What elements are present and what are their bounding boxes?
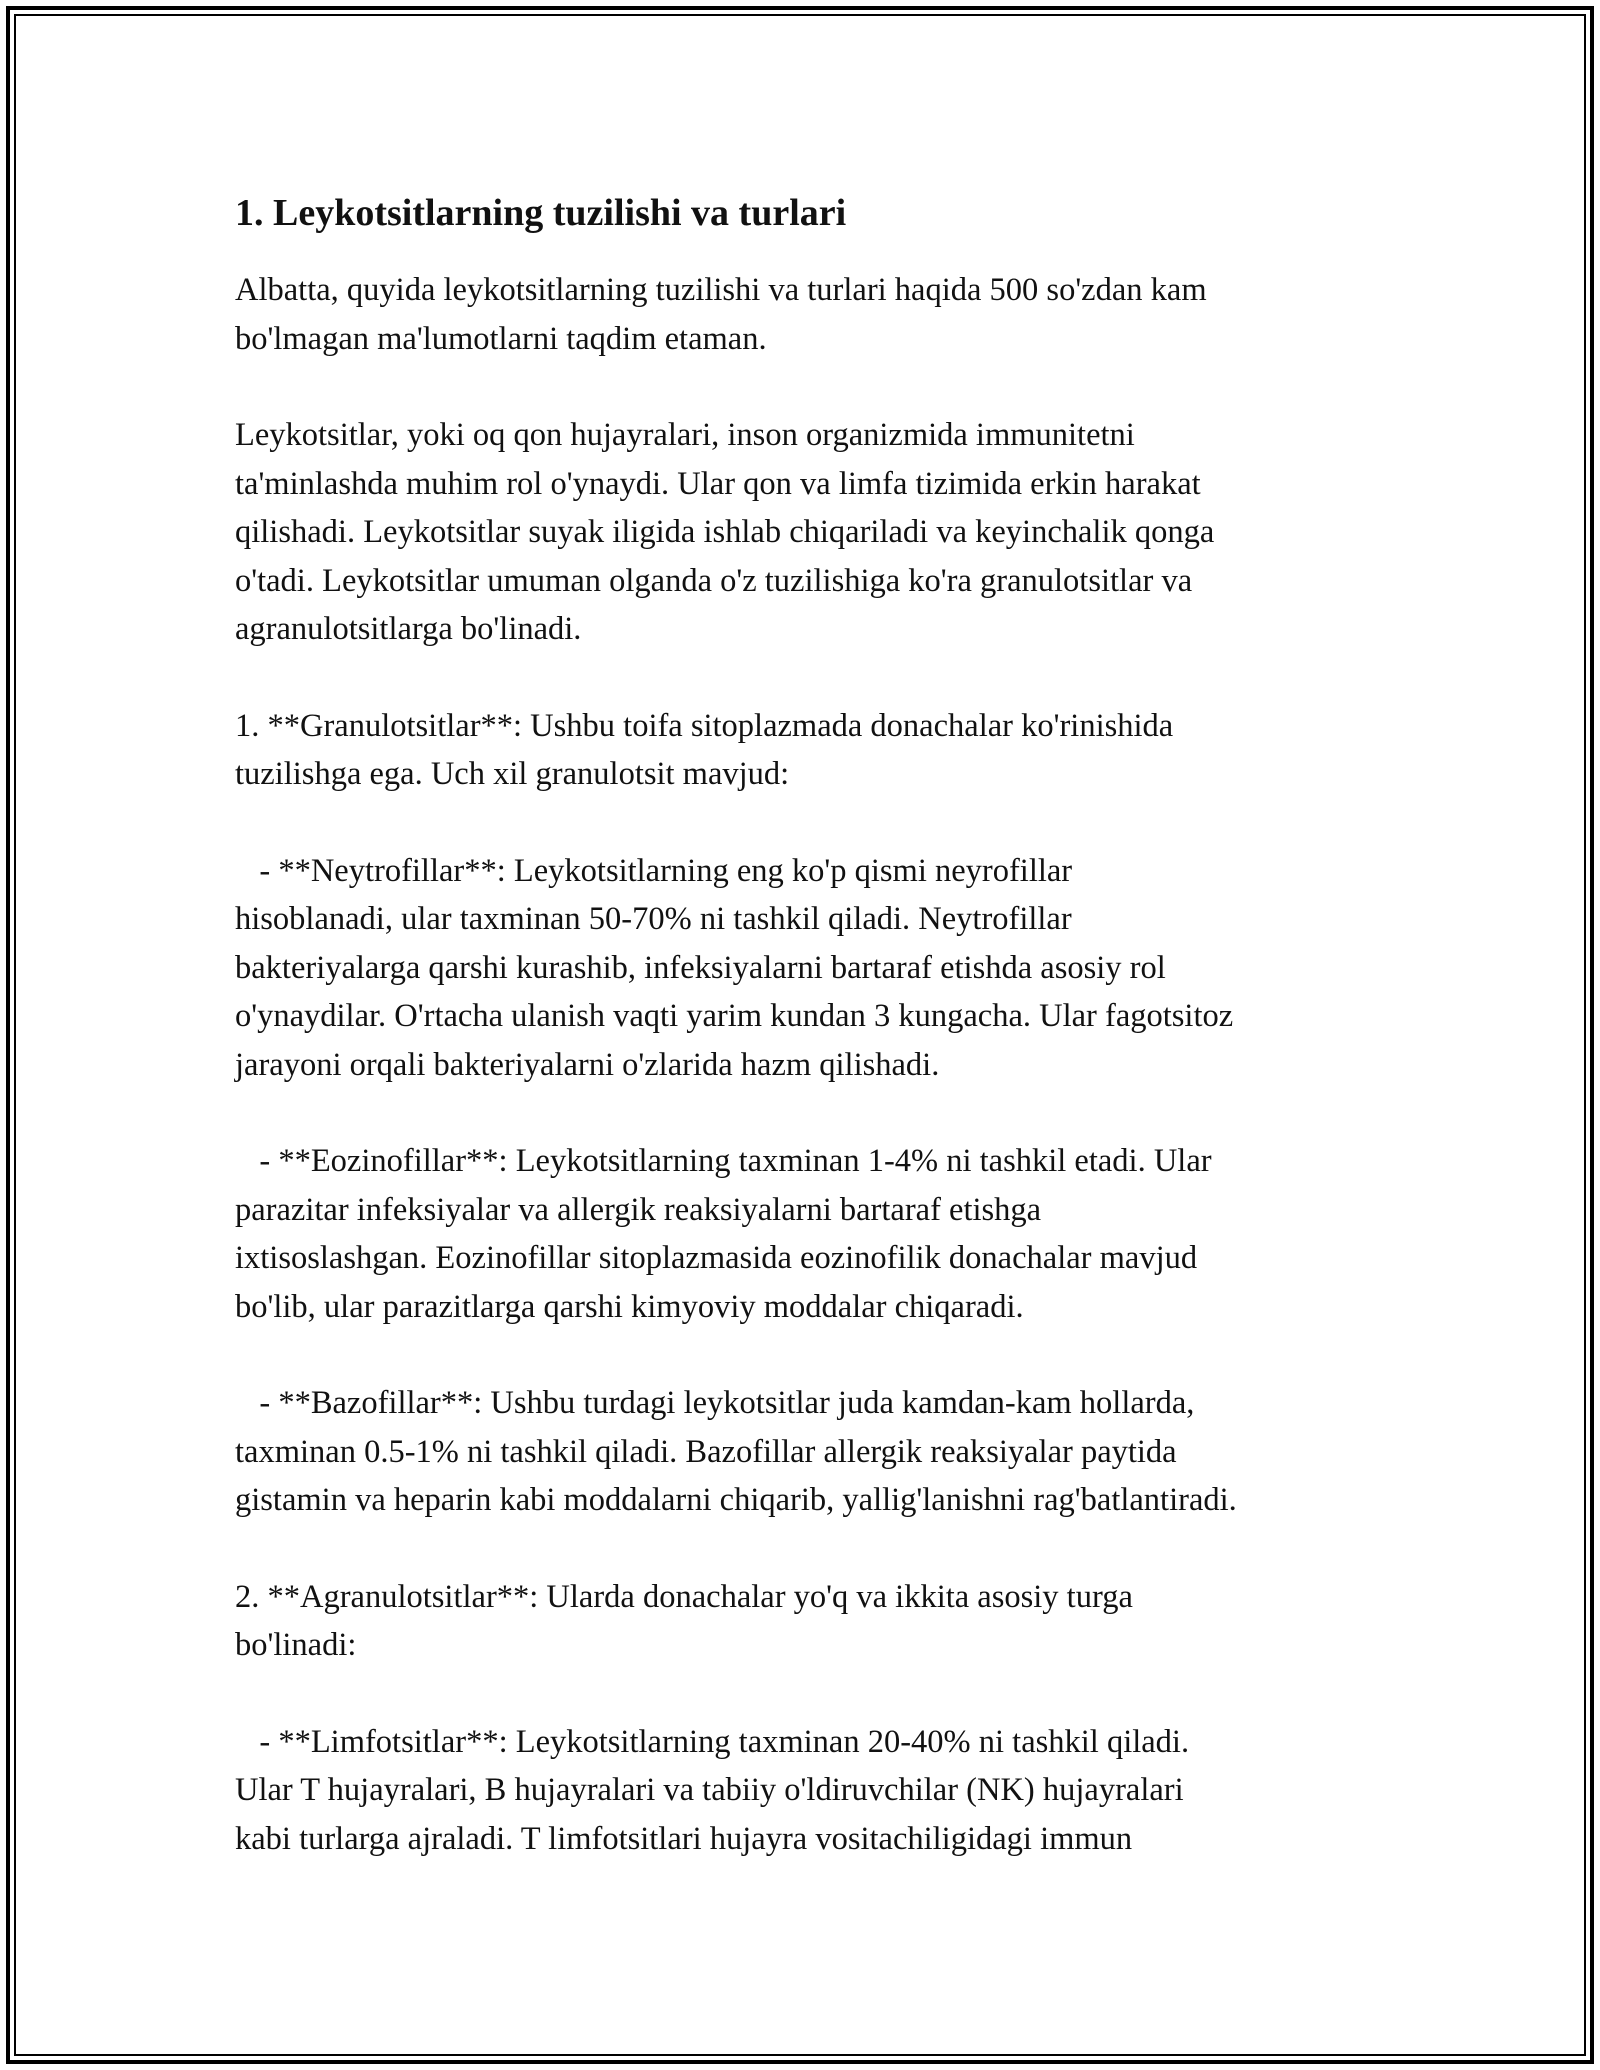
text-line: bo'lib, ular parazitlarga qarshi kimyoviy moddalar chiqaradi. [235,1288,1024,1325]
text-line: - **Neytrofillar**: Leykotsitlarning eng ko'p qismi neyrofillar [235,852,1073,889]
text-line: agranulotsitlarga bo'linadi. [235,611,582,647]
document-title: 1. Leykotsitlarning tuzilishi va turlari [235,192,847,234]
text-line: Ular T hujayralari, B hujayralari va tabiiy o'ldiruvchilar (NK) hujayralari [235,1772,1184,1808]
paragraph-lymphocytes [235,1718,1385,1864]
paragraph-agranulocytes [235,1573,1385,1670]
paragraph-overview [235,411,1385,654]
text-line: o'tadi. Leykotsitlar umuman olganda o'z tuzilishiga ko'ra granulotsitlar va [235,562,1193,599]
text-line: - **Eozinofillar**: Leykotsitlarning taxminan 1-4% ni tashkil etadi. Ular [235,1143,1212,1179]
paragraph-eosinophils [235,1137,1385,1331]
text-line: - **Limfotsitlar**: Leykotsitlarning taxminan 20-40% ni tashkil qiladi. [235,1723,1190,1760]
text-line: o'ynaydilar. O'rtacha ulanish vaqti yarim kundan 3 kungacha. Ular fagotsitoz [235,998,1234,1034]
text-line: ixtisoslashgan. Eozinofillar sitoplazmasida eozinofilik donachalar mavjud [235,1240,1198,1276]
text-line: parazitar infeksiyalar va allergik reaksiyalarni bartaraf etishga [235,1191,1042,1228]
text-line: hisoblanadi, ular taxminan 50-70% ni tashkil qiladi. Neytrofillar [235,901,1072,937]
paragraph-basophils [235,1379,1385,1525]
text-line: tuzilishga ega. Uch xil granulotsit mavjud: [235,756,790,792]
paragraph-neutrophils [235,847,1385,1090]
text-line: kabi turlarga ajraladi. T limfotsitlari hujayra vositachiligidagi immun [235,1820,1133,1857]
text-line: Leykotsitlar, yoki oq qon hujayralari, inson organizmida immunitetni [235,417,1135,453]
text-line: - **Bazofillar**: Ushbu turdagi leykotsitlar juda kamdan-kam hollarda, [235,1385,1195,1421]
text-line: jarayoni orqali bakteriyalarni o'zlarida hazm qilishadi. [235,1046,940,1083]
text-line: bakteriyalarga qarshi kurashib, infeksiyalarni bartaraf etishda asosiy rol [235,949,1166,986]
text-line: gistamin va heparin kabi moddalarni chiqarib, yallig'lanishni rag'batlantiradi. [235,1482,1237,1518]
text-line: bo'lmagan ma'lumotlarni taqdim etaman. [235,320,767,357]
text-line: 2. **Agranulotsitlar**: Ularda donachalar yo'q va ikkita asosiy turga [235,1578,1133,1615]
paragraph-intro [235,266,1385,363]
text-line: bo'linadi: [235,1627,357,1663]
text-line: 1. **Granulotsitlar**: Ushbu toifa sitoplazmada donachalar ko'rinishida [235,707,1174,744]
paragraph-granulocytes [235,702,1385,799]
text-line: taxminan 0.5-1% ni tashkil qiladi. Bazofillar allergik reaksiyalar paytida [235,1433,1177,1470]
text-line: qilishadi. Leykotsitlar suyak iligida ishlab chiqariladi va keyinchalik qonga [235,514,1215,550]
text-line: ta'minlashda muhim rol o'ynaydi. Ular qon va limfa tizimida erkin harakat [235,465,1201,502]
document-body [235,188,1385,1911]
text-line: Albatta, quyida leykotsitlarning tuzilishi va turlari haqida 500 so'zdan kam [235,272,1207,308]
